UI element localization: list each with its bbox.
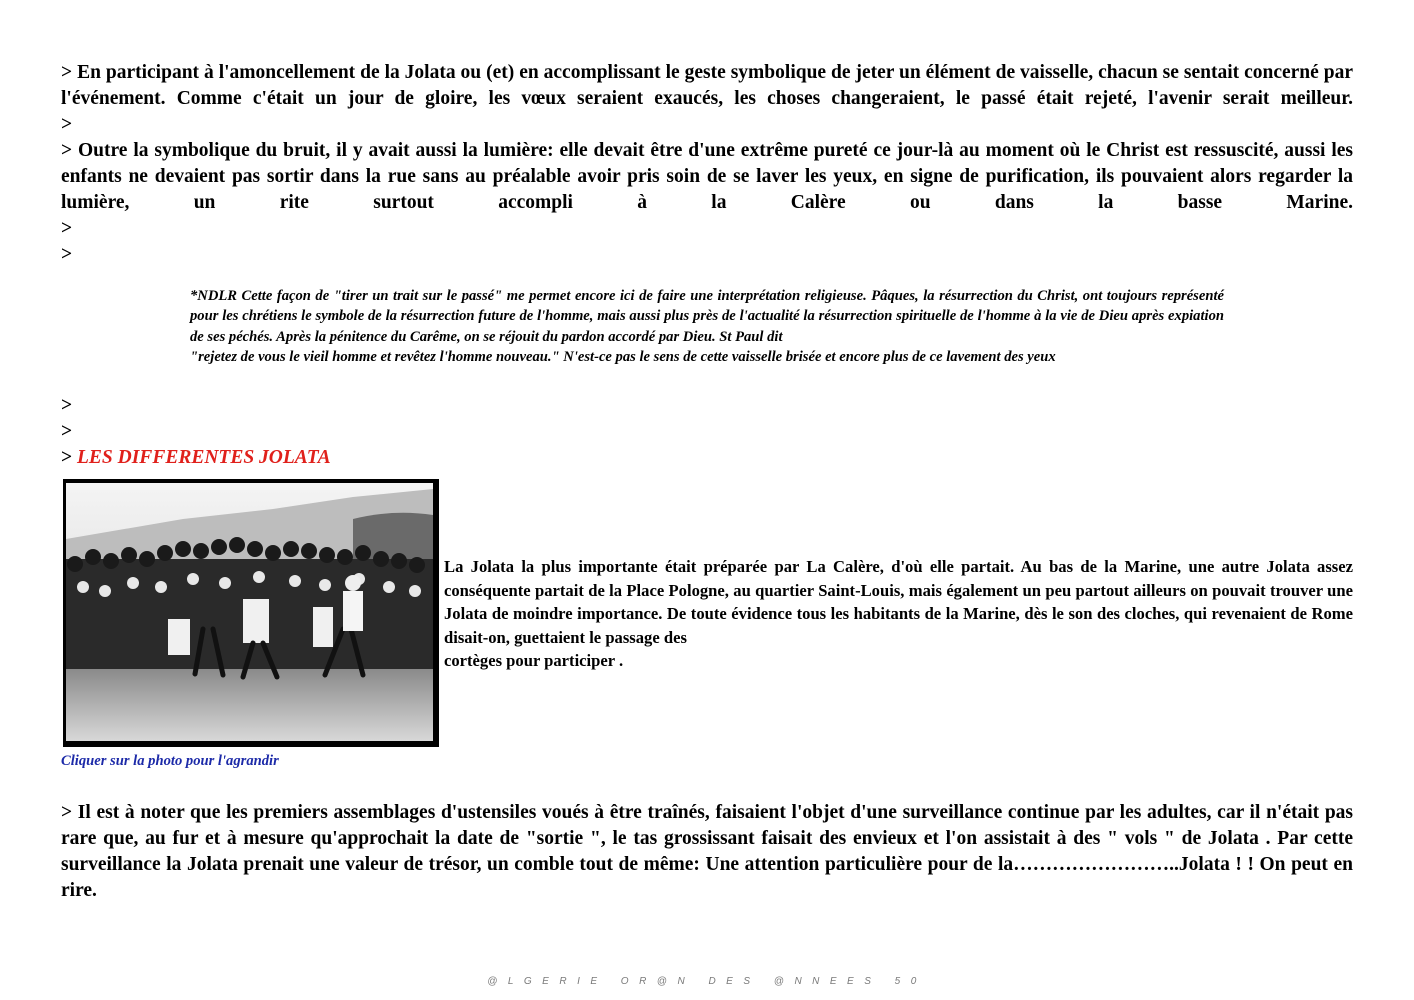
section-title: LES DIFFERENTES JOLATA: [77, 447, 331, 469]
jolata-crowd-photo[interactable]: [63, 479, 439, 747]
page-footer: @LGERIE OR@N DES @NNEES 50: [487, 976, 927, 987]
closing-paragraph: > Il est à noter que les premiers assemblages d'ustensiles voués à être traînés, faisaient l'objet d'une surveillance continue par les adultes, car il n'était pas rare que, au fur et à mesure qu'approchait la date de "sortie ", le tas grossissant faisait des envieux et l'on assistait à des " vols " de Jolata . Par cette surveillance la Jolata prenait une valeur de trésor, un comble tout de même: Une attention particulière pour de la……………………..Jolata ! ! On peut en rire.: [61, 802, 1353, 902]
section-heading: [61, 445, 1353, 471]
page-content: [61, 60, 1353, 904]
editor-note-last-line: "rejetez de vous le vieil homme et revêtez l'homme nouveau." N'est-ce pas le sens de cette vaisselle brisée et encore plus de ce lavement des yeux: [190, 348, 1056, 365]
editor-note-body: *NDLR Cette façon de "tirer un trait sur le passé" me permet encore ici de faire une interprétation religieuse. Pâques, la résurrection du Christ, ont toujours représenté pour les chrétiens le symbole de la résurrection future de l'homme, mais aussi plus près de l'actualité la résurrection spirituelle de l'homme à la vie de Dieu après expiation de ses péchés. Après la pénitence du Carême, on se réjouit du pardon accordé par Dieu. St Paul dit: [190, 288, 1224, 345]
photo-side-text-body: La Jolata la plus importante était préparée par La Calère, d'où elle partait. Au bas de la Marine, une autre Jolata assez conséquente partait de la Place Pologne, au quartier Saint-Louis, mais également un peu partout ailleurs on pouvait trouver une Jolata de moindre importance. De toute évidence tous les habitants de la Marine, dès le son des cloches, qui revenaient de Rome disait-on, guettaient le passage des: [444, 557, 1353, 647]
editor-note: [190, 286, 1224, 367]
intro-paragraph-2: > Outre la symbolique du bruit, il y avait aussi la lumière: elle devait être d'une extrême pureté ce jour-là au moment où le Christ est ressuscité, aussi les enfants ne devaient pas sortir dans la rue sans au préalable avoir pris soin de se laver les yeux, en signe de purification, ils pouvaient alors regarder la lumière, un rite surtout accompli à la Calère ou dans la basse Marine.: [61, 140, 1353, 213]
crowd-photo-image: [63, 479, 439, 747]
quote-marker: >: [61, 447, 73, 469]
quote-marker: >: [61, 244, 73, 265]
quote-marker: >: [61, 395, 73, 417]
quote-marker: >: [61, 421, 73, 443]
quote-marker: >: [61, 218, 73, 239]
photo-caption-link[interactable]: Cliquer sur la photo pour l'agrandir: [61, 753, 279, 770]
quote-marker: >: [61, 114, 73, 135]
photo-side-text-last: cortèges pour participer .: [444, 651, 624, 671]
photo-side-text: [444, 555, 1353, 673]
intro-paragraph-1: > En participant à l'amoncellement de la Jolata ou (et) en accomplissant le geste symbolique de jeter un élément de vaisselle, chacun se sentait concerné par l'événement. Comme c'était un jour de gloire, les vœux seraient exaucés, les choses changeraient, le passé était rejeté, l'avenir serait meilleur.: [61, 62, 1353, 109]
photo-row: [61, 479, 1353, 747]
